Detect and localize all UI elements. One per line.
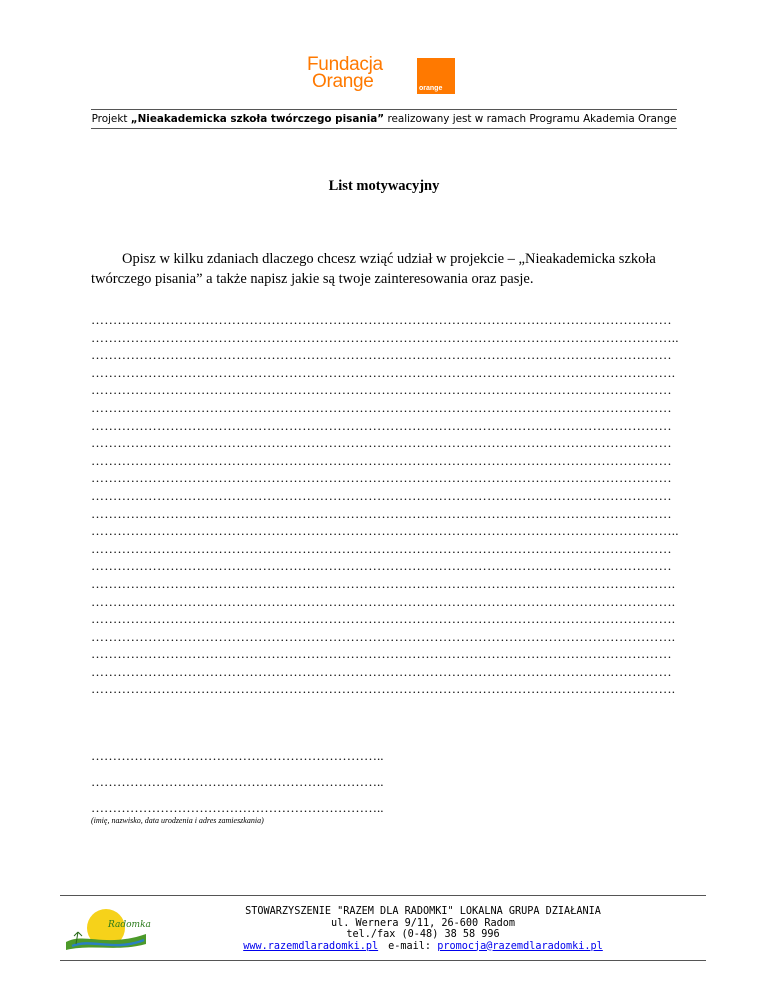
answer-line[interactable]: …………………………………………………………………………………………………………………… xyxy=(91,417,672,433)
answer-line[interactable]: …………………………………………………………………………………………………………………… xyxy=(91,399,672,415)
signature-line[interactable]: ………………………………………………………….. xyxy=(91,774,384,789)
logo-box-text: orange xyxy=(419,85,443,92)
logo-wordmark xyxy=(307,56,383,90)
email-link[interactable]: promocja@razemdlaradomki.pl xyxy=(437,940,603,952)
signature-caption: (imię, nazwisko, data urodzenia i adres zamieszkania) xyxy=(91,816,264,825)
answer-line[interactable]: …………………………………………………………………………………………………………………… xyxy=(91,663,672,679)
answer-line[interactable]: …………………………………………………………………………………………………………………… xyxy=(91,382,672,398)
footer-bottom-rule xyxy=(60,960,706,961)
answer-line[interactable]: …………………………………………………………………………………………………………………… xyxy=(91,558,672,574)
answer-line[interactable]: …………………………………………………………………………………………………………………….. xyxy=(91,329,679,345)
answer-line[interactable]: ……………………………………………………………………………………………………………………. xyxy=(91,681,676,697)
answer-lines[interactable] xyxy=(91,311,681,698)
header-top-rule xyxy=(91,109,677,110)
project-name: „Nieakademicka szkoła twórczego pisania” xyxy=(130,113,385,125)
email-label: e-mail: xyxy=(388,940,438,952)
org-name: STOWARZYSZENIE "RAZEM DLA RADOMKI" LOKALNA GRUPA DZIAŁANIA xyxy=(245,906,601,917)
answer-line[interactable]: …………………………………………………………………………………………………………………… xyxy=(91,505,672,521)
answer-line[interactable]: …………………………………………………………………………………………………………………… xyxy=(91,646,672,662)
answer-line[interactable]: …………………………………………………………………………………………………………………… xyxy=(91,452,672,468)
answer-line[interactable]: ……………………………………………………………………………………………………………………. xyxy=(91,364,676,380)
project-line xyxy=(91,112,677,126)
answer-line[interactable]: …………………………………………………………………………………………………………………… xyxy=(91,470,672,486)
answer-line[interactable]: ……………………………………………………………………………………………………………………. xyxy=(91,628,676,644)
answer-line[interactable]: …………………………………………………………………………………………………………………….. xyxy=(91,523,679,539)
org-links xyxy=(150,941,696,953)
footer-contact xyxy=(150,906,696,952)
radomka-logo-graphic xyxy=(62,904,150,956)
footer-top-rule xyxy=(60,895,706,896)
logo-script-text: Radomka xyxy=(108,920,151,930)
org-phone: tel./fax (0-48) 38 58 996 xyxy=(346,929,500,940)
header-bottom-rule xyxy=(91,128,677,129)
answer-line[interactable]: …………………………………………………………………………………………………………………… xyxy=(91,487,672,503)
signature-lines[interactable] xyxy=(91,743,391,821)
website-link[interactable]: www.razemdlaradomki.pl xyxy=(243,940,379,952)
orange-square-logo xyxy=(417,58,455,94)
project-prefix: Projekt xyxy=(91,113,131,125)
document-title: List motywacyjny xyxy=(328,178,440,194)
answer-line[interactable]: …………………………………………………………………………………………………………………… xyxy=(91,540,672,556)
org-address: ul. Wernera 9/11, 26-600 Radom xyxy=(330,917,515,929)
answer-line[interactable]: …………………………………………………………………………………………………………………… xyxy=(91,435,672,451)
logo-line-1: Fundacja xyxy=(307,54,383,75)
instruction-paragraph xyxy=(91,249,681,289)
razem-dla-radomki-logo xyxy=(62,904,150,956)
signature-line[interactable]: ………………………………………………………….. xyxy=(91,800,384,815)
answer-line[interactable]: …………………………………………………………………………………………………………………… xyxy=(91,347,672,363)
signature-block xyxy=(91,743,391,825)
answer-line[interactable]: ……………………………………………………………………………………………………………………. xyxy=(91,593,676,609)
instruction-text: Opisz w kilku zdaniach dlaczego chcesz wziąć udział w projekcie – „Nieakademicka szkoła twórczego pisania” a także napisz jakie są twoje zainteresowania oraz pasje. xyxy=(91,251,656,287)
logo-line-2: Orange xyxy=(312,71,374,92)
project-suffix: realizowany jest w ramach Programu Akademia Orange xyxy=(384,113,677,125)
signature-line[interactable]: ………………………………………………………….. xyxy=(91,748,384,763)
answer-line[interactable]: ……………………………………………………………………………………………………………………. xyxy=(91,575,676,591)
answer-line[interactable]: …………………………………………………………………………………………………………………… xyxy=(91,312,672,327)
fundacja-orange-logo xyxy=(307,56,459,94)
answer-line[interactable]: ……………………………………………………………………………………………………………………. xyxy=(91,611,676,627)
